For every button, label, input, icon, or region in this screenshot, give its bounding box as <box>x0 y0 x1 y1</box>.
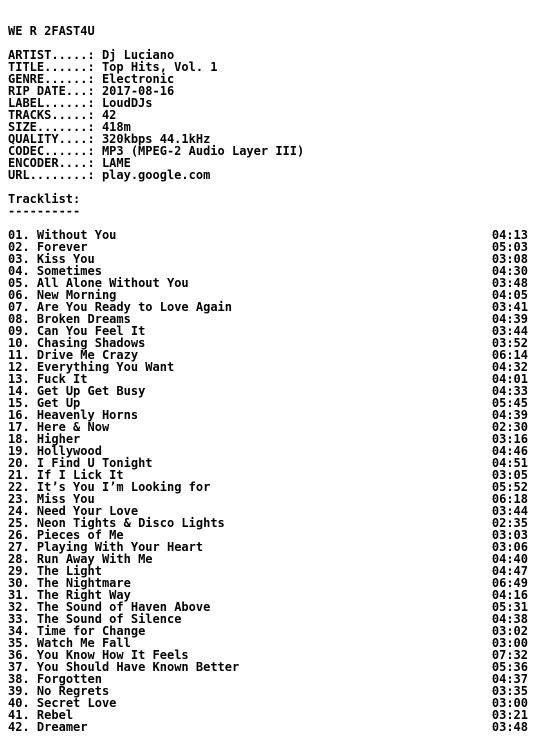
track-title: Rebel <box>36 708 74 722</box>
track-number: 26. <box>8 528 30 542</box>
track-duration: 04:16 <box>491 588 528 602</box>
track-number: 12. <box>8 360 30 374</box>
track-number: 31. <box>8 588 30 602</box>
info-value: LAME <box>101 156 131 170</box>
track-number: 28. <box>8 552 30 566</box>
track-duration: 03:48 <box>491 276 528 290</box>
track-title: New Morning <box>36 288 117 302</box>
track-title: Run Away With Me <box>36 552 153 566</box>
track-title: Without You <box>36 228 117 242</box>
track-number: 36. <box>8 648 30 662</box>
track-duration: 03:41 <box>491 300 528 314</box>
info-key: LABEL......: <box>8 96 95 110</box>
track-number: 33. <box>8 612 30 626</box>
track-duration: 03:44 <box>491 324 528 338</box>
track-title: Forever <box>36 240 88 254</box>
track-duration: 04:33 <box>491 384 528 398</box>
track-duration: 04:32 <box>491 360 528 374</box>
release-title: WE R 2FAST4U <box>8 24 95 38</box>
track-duration: 03:08 <box>491 252 528 266</box>
track-title: The Nightmare <box>36 576 131 590</box>
track-title: Drive Me Crazy <box>36 348 139 362</box>
track-title: Secret Love <box>36 696 117 710</box>
track-number: 41. <box>8 708 30 722</box>
track-title: Everything You Want <box>36 360 175 374</box>
track-title: Dreamer <box>36 720 88 734</box>
track-duration: 04:38 <box>491 612 528 626</box>
track-duration: 07:32 <box>491 648 528 662</box>
track-number: 16. <box>8 408 30 422</box>
track-number: 20. <box>8 456 30 470</box>
track-title: You Know How It Feels <box>36 648 189 662</box>
track-number: 07. <box>8 300 30 314</box>
track-title: Higher <box>36 432 81 446</box>
info-value: 320kbps 44.1kHz <box>101 132 211 146</box>
track-duration: 03:06 <box>491 540 528 554</box>
track-duration: 04:05 <box>491 288 528 302</box>
track-duration: 02:35 <box>491 516 528 530</box>
track-duration: 03:00 <box>491 636 528 650</box>
track-number: 09. <box>8 324 30 338</box>
track-number: 15. <box>8 396 30 410</box>
track-number: 17. <box>8 420 30 434</box>
info-key: ARTIST.....: <box>8 48 95 62</box>
track-title: If I Lick It <box>36 468 124 482</box>
track-number: 25. <box>8 516 30 530</box>
track-title: Broken Dreams <box>36 312 131 326</box>
track-title: All Alone Without You <box>36 276 189 290</box>
track-title: Fuck It <box>36 372 88 386</box>
track-number: 19. <box>8 444 30 458</box>
track-row <box>8 721 528 733</box>
track-title: Need Your Love <box>36 504 139 518</box>
track-number: 38. <box>8 672 30 686</box>
track-duration: 04:13 <box>491 228 528 242</box>
track-duration: 03:35 <box>491 684 528 698</box>
track-title: Miss You <box>36 492 95 506</box>
track-duration: 05:36 <box>491 660 528 674</box>
track-number: 13. <box>8 372 30 386</box>
release-info <box>8 49 528 181</box>
track-number: 10. <box>8 336 30 350</box>
track-title: Watch Me Fall <box>36 636 131 650</box>
track-title: The Sound of Haven Above <box>36 600 211 614</box>
info-line <box>8 169 528 181</box>
info-value: 418m <box>101 120 131 134</box>
track-row <box>8 421 528 433</box>
track-title: Heavenly Horns <box>36 408 139 422</box>
track-title: Neon Tights & Disco Lights <box>36 516 225 530</box>
info-value: Top Hits, Vol. 1 <box>101 60 218 74</box>
track-duration: 04:46 <box>491 444 528 458</box>
info-value: LoudDJs <box>101 96 153 110</box>
info-value: Dj Luciano <box>101 48 175 62</box>
track-duration: 04:39 <box>491 312 528 326</box>
track-number: 37. <box>8 660 30 674</box>
track-title: Sometimes <box>36 264 102 278</box>
info-value: 42 <box>101 108 117 122</box>
track-duration: 06:18 <box>491 492 528 506</box>
track-duration: 05:45 <box>491 396 528 410</box>
tracklist-rule: ---------- <box>8 204 81 218</box>
track-title: Forgotten <box>36 672 102 686</box>
track-duration: 05:31 <box>491 600 528 614</box>
info-key: TRACKS.....: <box>8 108 95 122</box>
track-number: 14. <box>8 384 30 398</box>
track-duration: 03:44 <box>491 504 528 518</box>
track-duration: 04:40 <box>491 552 528 566</box>
track-duration: 04:01 <box>491 372 528 386</box>
track-number: 30. <box>8 576 30 590</box>
track-number: 23. <box>8 492 30 506</box>
track-title: Hollywood <box>36 444 102 458</box>
track-number: 35. <box>8 636 30 650</box>
info-value: Electronic <box>101 72 175 86</box>
track-number: 03. <box>8 252 30 266</box>
track-title: You Should Have Known Better <box>36 660 240 674</box>
track-number: 27. <box>8 540 30 554</box>
track-duration: 05:03 <box>491 240 528 254</box>
tracklist <box>8 229 528 733</box>
track-title: Here & Now <box>36 420 110 434</box>
track-duration: 03:48 <box>491 720 528 734</box>
track-number: 06. <box>8 288 30 302</box>
track-number: 22. <box>8 480 30 494</box>
track-title: No Regrets <box>36 684 110 698</box>
info-key: SIZE.......: <box>8 120 95 134</box>
track-number: 39. <box>8 684 30 698</box>
info-value: play.google.com <box>101 168 211 182</box>
track-duration: 03:00 <box>491 696 528 710</box>
track-title: Kiss You <box>36 252 95 266</box>
track-label <box>8 721 88 733</box>
info-value: 2017-08-16 <box>101 84 175 98</box>
track-duration: 04:30 <box>491 264 528 278</box>
track-duration: 06:49 <box>491 576 528 590</box>
info-key: URL........: <box>8 168 95 182</box>
track-title: Time for Change <box>36 624 146 638</box>
track-title: Chasing Shadows <box>36 336 146 350</box>
track-number: 11. <box>8 348 30 362</box>
track-title: I Find U Tonight <box>36 456 153 470</box>
info-key: QUALITY....: <box>8 132 95 146</box>
spacer <box>8 181 528 193</box>
tracklist-heading: Tracklist: <box>8 192 81 206</box>
track-title: Are You Ready to Love Again <box>36 300 232 314</box>
track-title: Playing With Your Heart <box>36 540 204 554</box>
track-row <box>8 385 528 397</box>
track-number: 40. <box>8 696 30 710</box>
track-number: 24. <box>8 504 30 518</box>
track-number: 34. <box>8 624 30 638</box>
info-key: CODEC......: <box>8 144 95 158</box>
track-title: Can You Feel It <box>36 324 146 338</box>
track-duration: 04:39 <box>491 408 528 422</box>
track-title: Get Up Get Busy <box>36 384 146 398</box>
track-number: 04. <box>8 264 30 278</box>
track-duration: 06:14 <box>491 348 528 362</box>
track-duration: 03:21 <box>491 708 528 722</box>
track-number: 08. <box>8 312 30 326</box>
track-number: 02. <box>8 240 30 254</box>
track-number: 21. <box>8 468 30 482</box>
track-title: It’s You I’m Looking for <box>36 480 211 494</box>
track-number: 42. <box>8 720 30 734</box>
info-key: RIP DATE...: <box>8 84 95 98</box>
track-title: The Light <box>36 564 102 578</box>
info-key: GENRE......: <box>8 72 95 86</box>
track-number: 18. <box>8 432 30 446</box>
track-duration: 04:47 <box>491 564 528 578</box>
track-duration: 04:37 <box>491 672 528 686</box>
track-duration: 03:05 <box>491 468 528 482</box>
track-number: 05. <box>8 276 30 290</box>
track-title: The Right Way <box>36 588 131 602</box>
info-key: TITLE......: <box>8 60 95 74</box>
track-duration: 03:52 <box>491 336 528 350</box>
track-title: Get Up <box>36 396 81 410</box>
info-value: MP3 (MPEG-2 Audio Layer III) <box>101 144 305 158</box>
track-duration: 03:16 <box>491 432 528 446</box>
track-number: 29. <box>8 564 30 578</box>
track-duration: 05:52 <box>491 480 528 494</box>
track-duration: 04:51 <box>491 456 528 470</box>
track-duration: 03:02 <box>491 624 528 638</box>
track-title: Pieces of Me <box>36 528 124 542</box>
info-key: ENCODER....: <box>8 156 95 170</box>
track-number: 32. <box>8 600 30 614</box>
track-row <box>8 697 528 709</box>
track-number: 01. <box>8 228 30 242</box>
track-duration: 02:30 <box>491 420 528 434</box>
track-duration: 03:03 <box>491 528 528 542</box>
track-title: The Sound of Silence <box>36 612 182 626</box>
